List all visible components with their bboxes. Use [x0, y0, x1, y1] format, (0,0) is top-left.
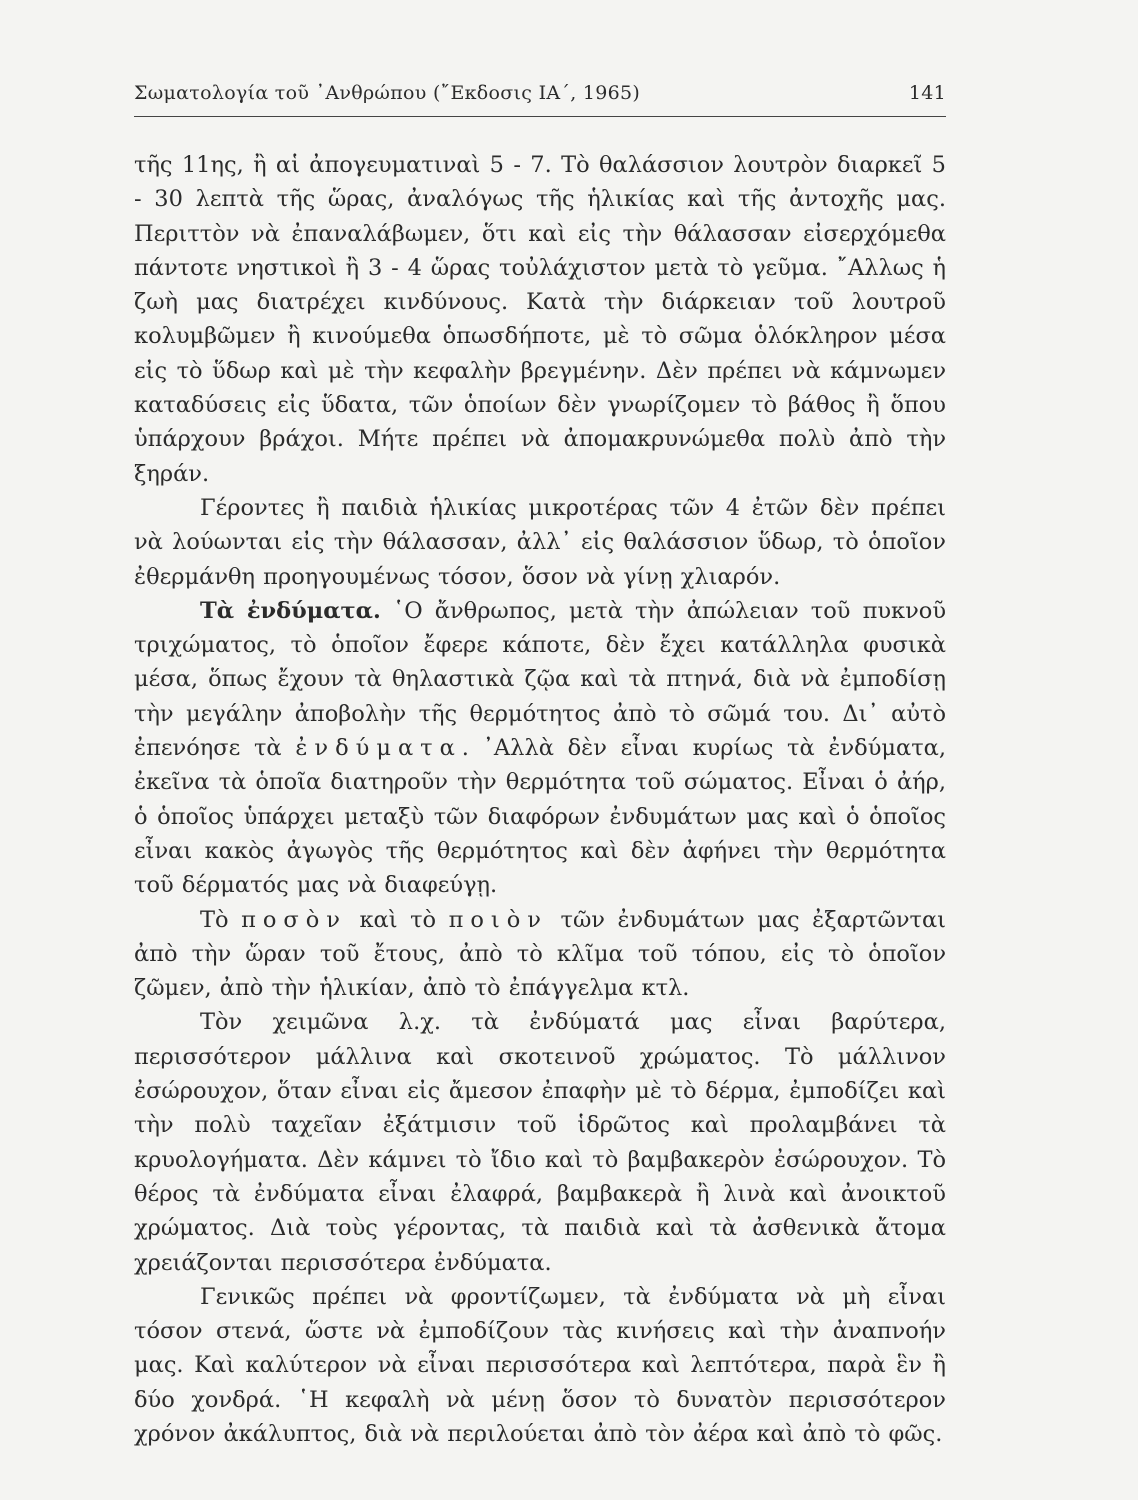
paragraph-4-text-a: Τὸ	[200, 906, 242, 933]
paragraph-6: Γενικῶς πρέπει νὰ φροντίζωμεν, τὰ ἐνδύματα νὰ μὴ εἶναι τόσον στενά, ὥστε νὰ ἐμποδίζουν τὰς κινήσεις καὶ τὴν ἀναπνοήν μας. Καὶ καλύτερον νὰ εἶναι περισσότερα καὶ λεπτότερα, παρὰ ἓν ἢ δύο χονδρά. ῾Η κεφαλὴ νὰ μένῃ ὅσον τὸ δυνατὸν περισσότερον χρόνον ἀκάλυπτος, διὰ νὰ περιλούεται ἀπὸ τὸν ἀέρα καὶ ἀπὸ τὸ φῶς.	[134, 1283, 946, 1447]
paragraph-4	[134, 903, 946, 1006]
paragraph-1: τῆς 11ης, ἢ αἱ ἀπογευματιναὶ 5 - 7. Τὸ θαλάσσιον λουτρὸν διαρκεῖ 5 - 30 λεπτὰ τῆς ὥρας, ἀναλόγως τῆς ἡλικίας καὶ τῆς ἀντοχῆς μας. Περιττὸν νὰ ἐπαναλάβωμεν, ὅτι καὶ εἰς τὴν θάλασσαν εἰσερχόμεθα πάντοτε νηστικοὶ ἢ 3 - 4 ὥρας τοὐλάχιστον μετὰ τὸ γεῦμα. ῎Αλλως ἡ ζωὴ μας διατρέχει κινδύνους. Κατὰ τὴν διάρκειαν τοῦ λουτροῦ κολυμβῶμεν ἢ κινούμεθα ὁπωσδήποτε, μὲ τὸ σῶμα ὁλόκληρον μέσα εἰς τὸ ὕδωρ καὶ μὲ τὴν κεφαλὴν βρεγμένην. Δὲν πρέπει νὰ κάμνωμεν καταδύσεις εἰς ὕδατα, τῶν ὁποίων δὲν γνωρίζομεν τὸ βάθος ἢ ὅπου ὑπάρχουν βράχοι. Μήτε πρέπει νὰ ἀπομακρυνώμεθα πολὺ ἀπὸ τὴν ξηράν.	[134, 152, 946, 487]
paragraph-3	[134, 594, 946, 903]
running-title: Σωματολογία τοῦ ᾿Ανθρώπου (῎Εκδοσις ΙΑ΄, 1965)	[134, 82, 641, 104]
paragraph-2: Γέροντες ἢ παιδιὰ ἡλικίας μικροτέρας τῶν 4 ἐτῶν δὲν πρέπει νὰ λούωνται εἰς τὴν θάλασσαν, ἀλλ᾿ εἰς θαλάσσιον ὕδωρ, τὸ ὁποῖον ἐθερμάνθη προηγουμένως τόσον, ὅσον νὰ γίνῃ χλιαρόν.	[134, 494, 946, 590]
paragraph-3-text-b: . ᾿Αλλὰ δὲν εἶναι κυρίως τὰ ἐνδύματα, ἐκεῖνα τὰ ὁποῖα διατηροῦν τὴν θερμότητα τοῦ σώματος. Εἶναι ὁ ἀήρ, ὁ ὁποῖος ὑπάρχει μεταξὺ τῶν διαφόρων ἐνδυμάτων μας καὶ ὁ ὁποῖος εἶναι κακὸς ἀγωγὸς τῆς θερμότητος καὶ δὲν ἀφήνει τὴν θερμότητα τοῦ δέρματός μας νὰ διαφεύγῃ.	[134, 735, 947, 899]
page-body	[134, 148, 946, 1451]
spaced-term-garments: ἐνδύματα	[295, 735, 462, 762]
section-heading-garments: Τὰ ἐνδύματα.	[200, 597, 381, 624]
page-number: 141	[908, 82, 946, 104]
paragraph-3-text-a: ῾Ο ἄνθρωπος, μετὰ τὴν ἀπώλειαν τοῦ πυκνοῦ τριχώματος, τὸ ὁποῖον ἔφερε κάποτε, δὲν ἔχει κατάλληλα φυσικὰ μέσα, ὅπως ἔχουν τὰ θηλαστικὰ ζῷα καὶ τὰ πτηνά, διὰ νὰ ἐμποδίσῃ τὴν μεγάλην ἀποβολὴν τῆς θερμότητος ἀπὸ τὸ σῶμά του. Δι᾿ αὐτὸ ἐπενόησε τὰ	[134, 597, 946, 762]
spaced-term-quantity: ποσὸν	[241, 906, 347, 933]
spaced-term-quality: ποιὸν	[448, 906, 548, 933]
header-rule	[134, 116, 946, 117]
running-header	[134, 82, 946, 104]
paragraph-4-text-c: τῶν ἐνδυμάτων μας ἐξαρτῶνται ἀπὸ τὴν ὥραν τοῦ ἔτους, ἀπὸ τὸ κλῖμα τοῦ τόπου, εἰς τὸ ὁποῖον ζῶμεν, ἀπὸ τὴν ἡλικίαν, ἀπὸ τὸ ἐπάγγελμα κτλ.	[134, 906, 946, 1002]
paragraph-5: Τὸν χειμῶνα λ.χ. τὰ ἐνδύματά μας εἶναι βαρύτερα, περισσότερον μάλλινα καὶ σκοτεινοῦ χρώματος. Τὸ μάλλινον ἐσώρουχον, ὅταν εἶναι εἰς ἄμεσον ἐπαφὴν μὲ τὸ δέρμα, ἐμποδίζει καὶ τὴν πολὺ ταχεῖαν ἐξάτμισιν τοῦ ἱδρῶτος καὶ προλαμβάνει τὰ κρυολογήματα. Δὲν κάμνει τὸ ἴδιο καὶ τὸ βαμβακερὸν ἐσώρουχον. Τὸ θέρος τὰ ἐνδύματα εἶναι ἐλαφρά, βαμβακερὰ ἢ λινὰ καὶ ἀνοικτοῦ χρώματος. Διὰ τοὺς γέροντας, τὰ παιδιὰ καὶ τὰ ἀσθενικὰ ἄτομα χρειάζονται περισσότερα ἐνδύματα.	[134, 1009, 946, 1276]
paragraph-4-text-b: καὶ τὸ	[346, 906, 449, 933]
